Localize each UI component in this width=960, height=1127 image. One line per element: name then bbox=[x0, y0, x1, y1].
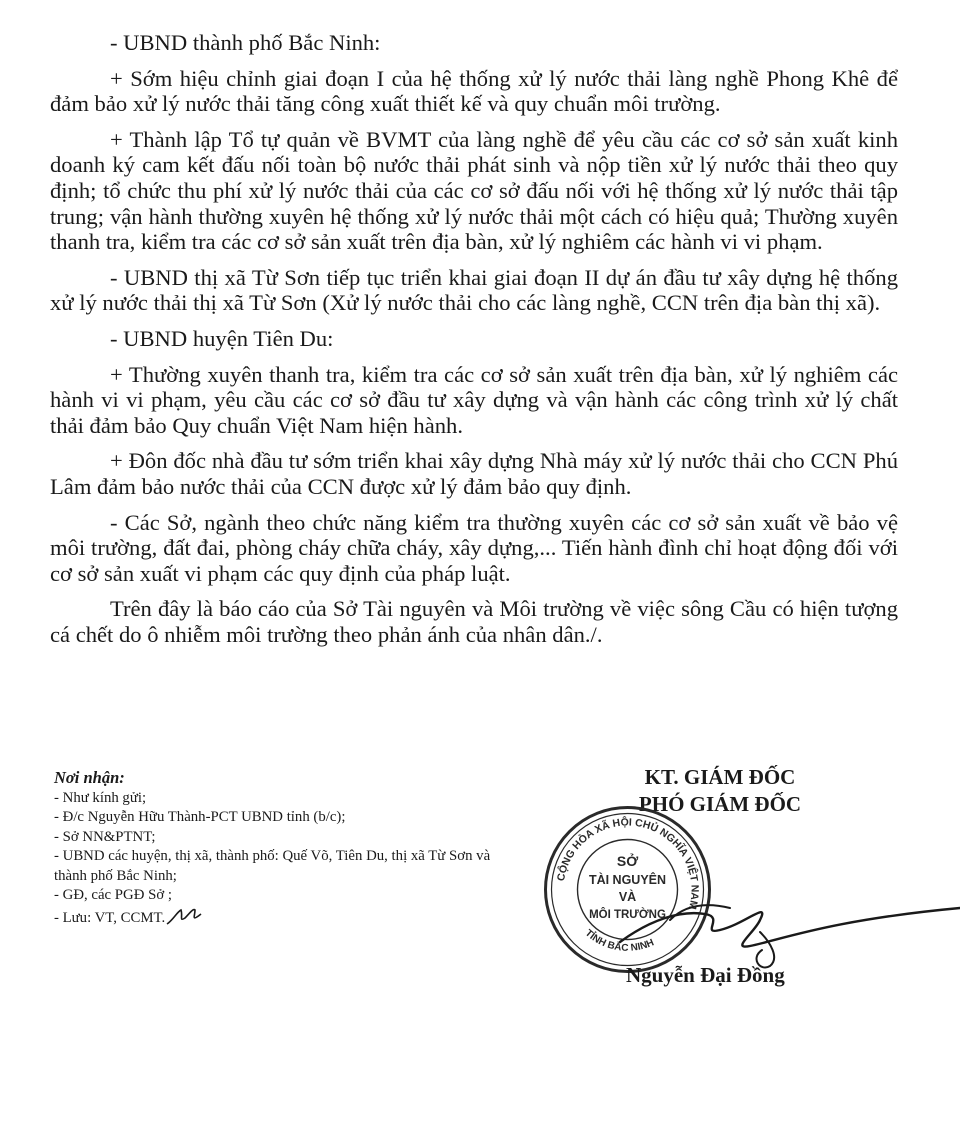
recipient-item bbox=[54, 906, 524, 929]
signature-title-line2: PHÓ GIÁM ĐỐC bbox=[638, 792, 802, 816]
paragraph-bac-ninh-heading: - UBND thành phố Bắc Ninh: bbox=[110, 30, 381, 55]
signature-title-line1: KT. GIÁM ĐỐC bbox=[644, 765, 796, 789]
paragraph-tien-du-heading: - UBND huyện Tiên Du: bbox=[110, 325, 334, 351]
recipient-item: - GĐ, các PGĐ Sở ; bbox=[54, 887, 172, 903]
paragraph-tu-son: - UBND thị xã Từ Sơn tiếp tục triển khai giai đoạn II dự án đầu tư xây dựng hệ thống xử lý nước thải thị xã Từ Sơn (Xử lý nước thải cho các làng nghề, CCN trên địa bàn thị xã). bbox=[50, 264, 898, 316]
recipient-item: - UBND các huyện, thị xã, thành phố: Quế Võ, Tiên Du, thị xã Từ Sơn và thành phố Bắc Ninh; bbox=[54, 848, 491, 884]
seal-center-line: MÔI TRƯỜNG bbox=[589, 909, 666, 921]
initials-scribble-icon bbox=[165, 906, 203, 928]
signature-block bbox=[555, 760, 850, 1000]
seal-center-line: VÀ bbox=[618, 890, 637, 904]
paragraph-phong-khe: + Sớm hiệu chỉnh giai đoạn I của hệ thống xử lý nước thải làng nghề Phong Khê để đảm bảo xử lý nước thải tăng công xuất thiết kế và quy chuẩn môi trường. bbox=[50, 65, 898, 117]
recipients-heading: Nơi nhận: bbox=[54, 768, 125, 787]
handwritten-signature-icon bbox=[610, 880, 960, 975]
paragraph-phu-lam: + Đôn đốc nhà đầu tư sớm triển khai xây dựng Nhà máy xử lý nước thải cho CCN Phú Lâm đảm bảo nước thải của CCN được xử lý đảm bảo quy định. bbox=[50, 448, 898, 499]
paragraph-conclusion: Trên đây là báo cáo của Sở Tài nguyên và Môi trường về việc sông Cầu có hiện tượng cá chết do ô nhiễm môi trường theo phản ánh của nhân dân./. bbox=[50, 596, 898, 647]
recipient-item: - Đ/c Nguyễn Hữu Thành-PCT UBND tỉnh (b/c); bbox=[54, 809, 346, 825]
paragraph-tien-du-inspection: + Thường xuyên thanh tra, kiểm tra các cơ sở sản xuất trên địa bàn, xử lý nghiêm các hành vi vi phạm, yêu cầu các cơ sở đầu tư xây dựng và vận hành các công trình xử lý chất thải đảm bảo Quy chuẩn Việt Nam hiện hành. bbox=[50, 361, 898, 438]
recipient-item-text: - Lưu: VT, CCMT. bbox=[54, 909, 166, 926]
seal-bottom-text: TỈNH BẮC NINH bbox=[582, 927, 656, 954]
signer-name: Nguyễn Đại Đồng bbox=[626, 963, 785, 987]
paragraph-self-management-team: + Thành lập Tổ tự quản về BVMT của làng nghề để yêu cầu các cơ sở sản xuất kinh doanh ký cam kết đấu nối toàn bộ nước thải phát sinh và nộp tiền xử lý nước thải theo quy định; tổ chức thu phí xử lý nước thải của các cơ sở đấu nối với hệ thống xử lý nước thải tập trung; vận hành thường xuyên hệ thống xử lý nước thải một cách có hiệu quả; Thường xuyên thanh tra, kiểm tra các cơ sở sản xuất trên địa bàn, xử lý nghiêm các hành vi vi phạm. bbox=[50, 126, 898, 255]
seal-ring-text: CỘNG HÒA XÃ HỘI CHỦ NGHĨA VIỆT NAM bbox=[555, 816, 701, 911]
document-body bbox=[50, 30, 898, 657]
recipient-item: - Như kính gửi; bbox=[54, 789, 147, 806]
recipients-block bbox=[54, 768, 524, 928]
paragraph-departments: - Các Sở, ngành theo chức năng kiểm tra thường xuyên các cơ sở sản xuất về bảo vệ môi trường, đất đai, phòng cháy chữa cháy, xây dựng,... Tiến hành đình chỉ hoạt động đối với cơ sở sản xuất vi phạm các quy định của pháp luật. bbox=[50, 509, 898, 586]
recipient-item: - Sở NN&PTNT; bbox=[54, 828, 156, 845]
seal-center-line: TÀI NGUYÊN bbox=[588, 873, 667, 887]
recipients-list bbox=[54, 789, 524, 929]
seal-center-line: SỞ bbox=[616, 853, 639, 869]
